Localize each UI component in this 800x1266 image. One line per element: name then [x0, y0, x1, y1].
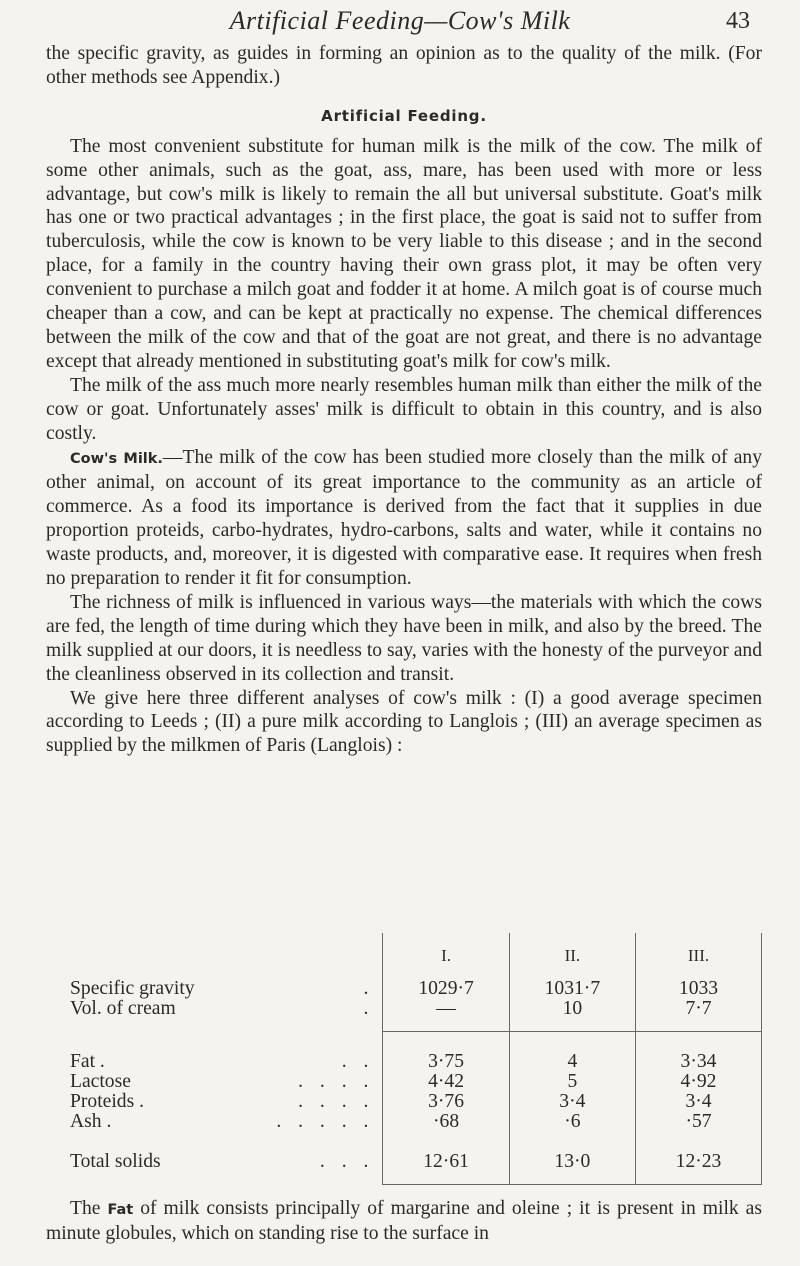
table-cell: 5 — [509, 1072, 635, 1092]
runin-fat: Fat — [107, 1202, 134, 1218]
runin-heading: Cow's Milk. — [70, 450, 163, 467]
row-label: Proteids . — [70, 1091, 145, 1112]
table-cell: 4·42 — [383, 1072, 509, 1092]
table-row-total — [52, 1152, 762, 1172]
table-cell: ·6 — [509, 1112, 635, 1132]
table-row — [52, 1092, 762, 1112]
table-cell: 1033 — [636, 979, 762, 999]
table-cell: 4 — [509, 1052, 635, 1072]
fat-lead: The — [70, 1198, 101, 1219]
table-row — [52, 1052, 762, 1072]
table-cell: 3·4 — [636, 1092, 762, 1112]
table-cell: 13·0 — [509, 1152, 635, 1172]
table-cell: 3·76 — [383, 1092, 509, 1112]
row-label: Specific gravity — [70, 978, 195, 999]
leader-dots: . . . — [319, 1151, 375, 1172]
row-label: Fat . — [70, 1051, 105, 1072]
paragraph-cows-milk-text: —The milk of the cow has been studied more closely than the milk of any other animal, on account of its great importance to the community as an article of commerce. As a food its importance is derived from the fact that it supplies in due proportion proteids, carbo-hydrates, hydro-carbons, salts and water, while it contains no waste products, and, moreover, it is digested with comparative ease. It requires when fresh no preparation to render it fit for consumption. — [46, 446, 762, 590]
table-cell: 12·23 — [636, 1152, 762, 1172]
table-cell: ·68 — [383, 1112, 509, 1132]
table-cell: 3·4 — [509, 1092, 635, 1112]
table-cell: ·57 — [636, 1112, 762, 1132]
table-row — [52, 979, 762, 999]
column-header: III. — [636, 933, 762, 979]
paragraph-analyses-intro: We give here three different analyses of cow's milk : (I) a good average specimen according to Leeds ; (II) a pure milk according to Langlois ; (III) an average specimen as supplied by the milkmen of Paris (Langlois) : — [46, 687, 762, 757]
page-number: 43 — [726, 8, 750, 34]
table-cell: 1031·7 — [509, 979, 635, 999]
leader-dots: . . . . — [298, 1071, 375, 1092]
table-cell: 7·7 — [636, 999, 762, 1019]
paragraph-richness: The richness of milk is influenced in various ways—the materials with which the cows are fed, the length of time during which they have been in milk, and also by the breed. The milk supplied at our doors, it is needless to say, varies with the honesty of the purveyor and the cleanliness observed in its collection and transit. — [46, 591, 762, 685]
table-row — [52, 1072, 762, 1092]
row-label: Lactose — [70, 1071, 131, 1092]
table-separator — [52, 1019, 762, 1032]
column-header: II. — [509, 933, 635, 979]
table-row — [52, 999, 762, 1019]
body-text — [46, 42, 762, 758]
table-row — [52, 1112, 762, 1132]
paragraph-cows-milk — [46, 446, 762, 591]
row-label: Vol. of cream — [70, 998, 176, 1019]
section-heading: Artificial Feeding. — [321, 106, 487, 125]
table-cell: 3·34 — [636, 1052, 762, 1072]
paragraph-ass-milk: The milk of the ass much more nearly resembles human milk than either the milk of the cow or goat. Unfortunately asses' milk is difficult to obtain in this country, and is also costly. — [46, 374, 762, 444]
paragraph-fat — [46, 1197, 762, 1246]
table-cell: 10 — [509, 999, 635, 1019]
paragraph-substitutes: The most convenient substitute for human milk is the milk of the cow. The milk of some other animals, such as the goat, ass, mare, has been used with more or less advantage, but cow's milk is likely to remain the all but universal substitute. Goat's milk has one or two practical advantages ; in the first place, the goat is said not to suffer from tuberculosis, while the cow is known to be very liable to this disease ; and in the second place, for a family in the country having their own grass plot, it may be often very convenient to purchase a milch goat and fodder it at home. A milch goat is of course much cheaper than a cow, and can be kept at practically no expense. The chemical differences between the milk of the cow and that of the goat are not great, and there is no advantage except that already mentioned in substituting goat's milk for cow's milk. — [46, 135, 762, 372]
leader-dots: . . . . — [298, 1091, 375, 1112]
leader-dots: . — [363, 978, 375, 999]
milk-analysis-table — [52, 933, 762, 1185]
table-cell: 12·61 — [383, 1152, 509, 1172]
row-label: Ash . — [70, 1111, 112, 1132]
row-label: Total solids — [70, 1151, 161, 1172]
running-title: Artificial Feeding—Cow's Milk — [229, 6, 571, 35]
table-header-row — [52, 933, 762, 979]
paragraph-continuation: the specific gravity, as guides in forming an opinion as to the quality of the milk. (For other methods see Appendix.) — [46, 43, 762, 88]
leader-dots: . — [363, 998, 375, 1019]
page-header — [0, 6, 800, 40]
table-cell: — — [383, 999, 509, 1019]
fat-text: of milk consists principally of margarine and oleine ; it is present in milk as minute globules, which on standing rise to the surface in — [46, 1198, 763, 1244]
table-cell: 3·75 — [383, 1052, 509, 1072]
leader-dots: . . . . . — [276, 1111, 375, 1132]
table-cell: 4·92 — [636, 1072, 762, 1092]
leader-dots: . . — [341, 1051, 375, 1072]
table-cell: 1029·7 — [383, 979, 509, 999]
column-header: I. — [383, 933, 509, 979]
